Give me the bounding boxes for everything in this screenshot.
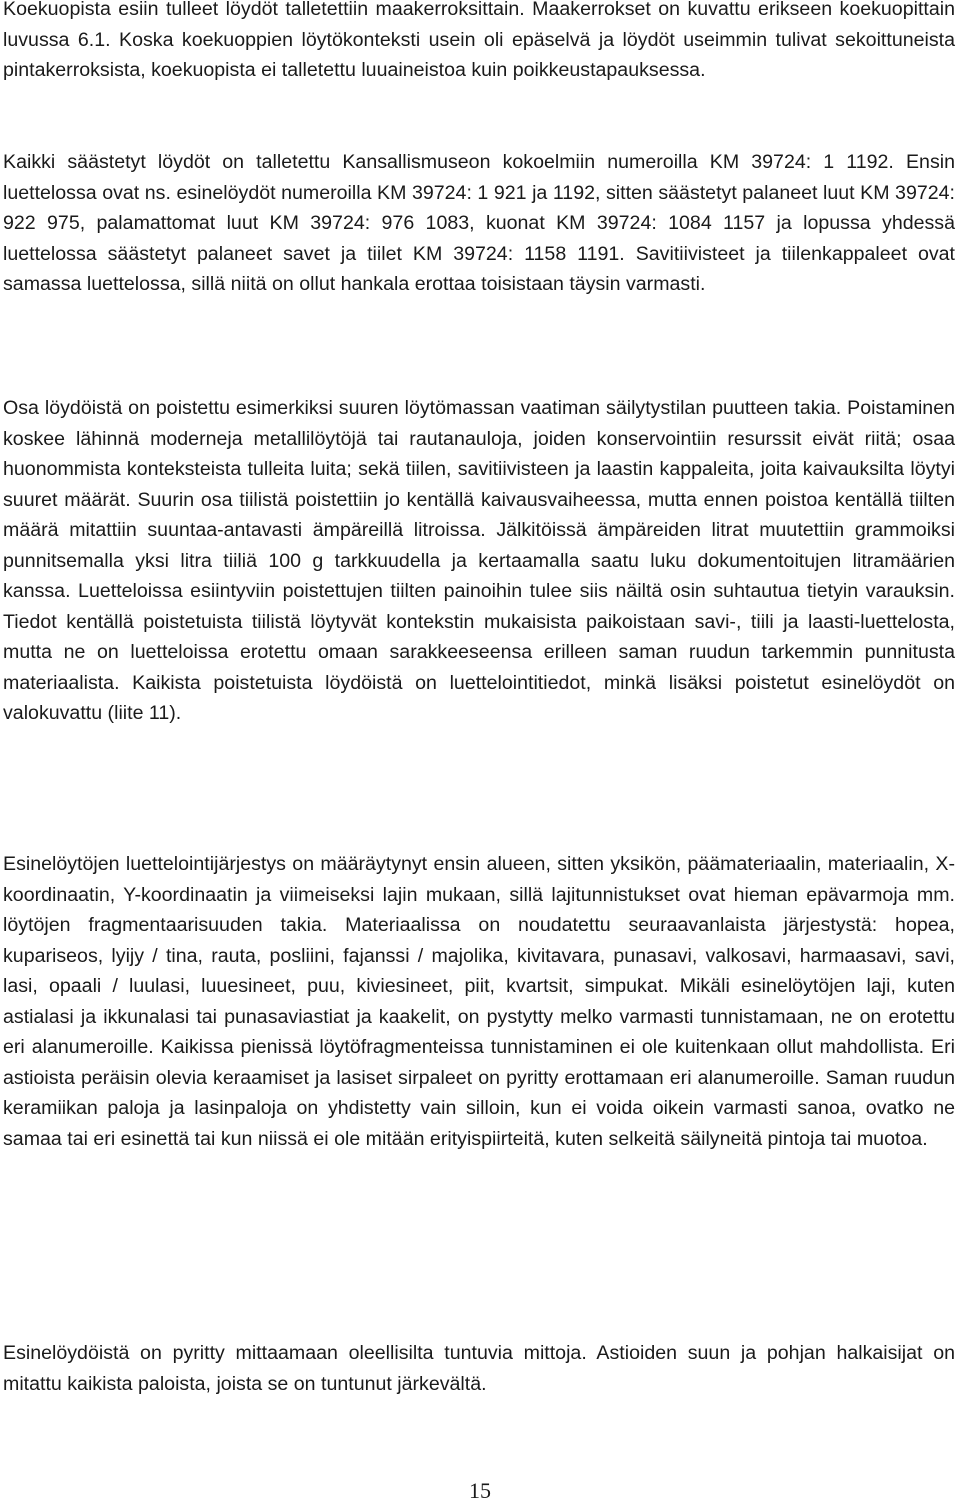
- page-number: 15: [469, 1478, 491, 1503]
- paragraph-catalogue-numbers: Kaikki säästetyt löydöt on talletettu Kansallismuseon kokoelmiin numeroilla KM 39724: 1 1192. Ensin luettelossa ovat ns. esinelöydöt numeroilla KM 39724: 1 921 ja 1192, sitten säästetyt palaneet luut KM 39724: 922 975, palamattomat luut KM 39724: 976 1083, kuonat KM 39724: 1084 1157 ja lopussa yhdessä luettelossa säästetyt palaneet savet ja tiilet KM 39724: 1158 1191. Savitiivisteet ja tiilenkappaleet ovat samassa luettelossa, sillä niitä on ollut hankala erottaa toisistaan täysin varmasti.: [3, 151, 955, 295]
- paragraph-catalogue-order: Esinelöytöjen luettelointijärjestys on määräytynyt ensin alueen, sitten yksikön, päämateriaalin, materiaalin, X-koordinaatin, Y-koordinaatin ja viimeiseksi lajin mukaan, sillä lajitunnistukset ovat hieman epävarmoja mm. löytöjen fragmentaarisuuden takia. Materiaalissa on noudatettu seuraavanlaista järjestystä: hopea, kupariseos, lyijy / tina, rauta, posliini, fajanssi / majolika, kivitavara, punasavi, valkosavi, harmaasavi, savi, lasi, opaali / luulasi, luuesineet, puu, kiviesineet, piit, kvartsit, simpukat. Mikäli esinelöytöjen laji, kuten astialasi ja ikkunalasi tai punasaviastiat ja kaakelit, on pystytty melko varmasti tunnistamaan, ne on erotettu eri alanumeroille. Kaikissa pienissä löytöfragmenteissa tunnistaminen ei ole kuitenkaan ollut mahdollista. Eri astioista peräisin olevia keraamiset ja lasiset sirpaleet on pyritty erottamaan eri alanumeroille. Saman ruudun keramiikan paloja ja lasinpaloja on yhdistetty vain silloin, kun ei voida oikein varmasti sanoa, ovatko ne samaa tai eri esinettä tai kun niissä ei ole mitään erityispiirteitä, kuten selkeitä säilyneitä pintoja tai muotoa.: [3, 853, 955, 1150]
- paragraph-measurements: Esinelöydöistä on pyritty mittaamaan oleellisilta tuntuvia mittoja. Astioiden suun ja pohjan halkaisijat on mitattu kaikista paloista, joista se on tuntunut järkevältä.: [3, 1342, 955, 1395]
- paragraph-find-storage: Koekuopista esiin tulleet löydöt talletettiin maakerroksittain. Maakerrokset on kuvattu erikseen koekuopittain luvussa 6.1. Koska koekuoppien löytökonteksti usein oli epäselvä ja löydöt useimmin tulivat sekoittuneista pintakerroksista, koekuopista ei talletettu luuaineistoa kuin poikkeustapauksessa.: [3, 0, 955, 81]
- paragraph-removed-finds: Osa löydöistä on poistettu esimerkiksi suuren löytömassan vaatiman säilytystilan puutteen takia. Poistaminen koskee lähinnä moderneja metallilöytöjä tai rautanauloja, joiden konservointiin resurssit eivät riitä; osaa huonommista konteksteista tulleita luita; sekä tiilen, savitiivisteen ja laastin kappaleita, joita kaivauksilta löytyi suuret määrät. Suurin osa tiilistä poistettiin jo kentällä kaivausvaiheessa, mutta ennen poistoa kentällä tiilten määrä mitattiin suuntaa-antavasti ämpäreillä litroissa. Jälkitöissä ämpäreiden litrat muutettiin grammoiksi punnitsemalla yksi litra tiiliä 100 g tarkkuudella ja kertaamalla saatu luku dokumentoitujen litramäärien kanssa. Luetteloissa esiintyviin poistettujen tiilten painoihin tulee siis näiltä osin suhtautua tietyin varauksin. Tiedot kentällä poistetuista tiilistä löytyvät kontekstin mukaisista paikoistaan savi-, tiili ja laasti-luettelosta, mutta ne on luetteloissa erotettu omaan sarakkeeseensa erilleen saman ruudun tarkemmin punnitusta materiaalista. Kaikista poistetuista löydöistä on luettelointitiedot, minkä lisäksi poistetut esinelöydöt on valokuvattu (liite 11).: [3, 397, 955, 724]
